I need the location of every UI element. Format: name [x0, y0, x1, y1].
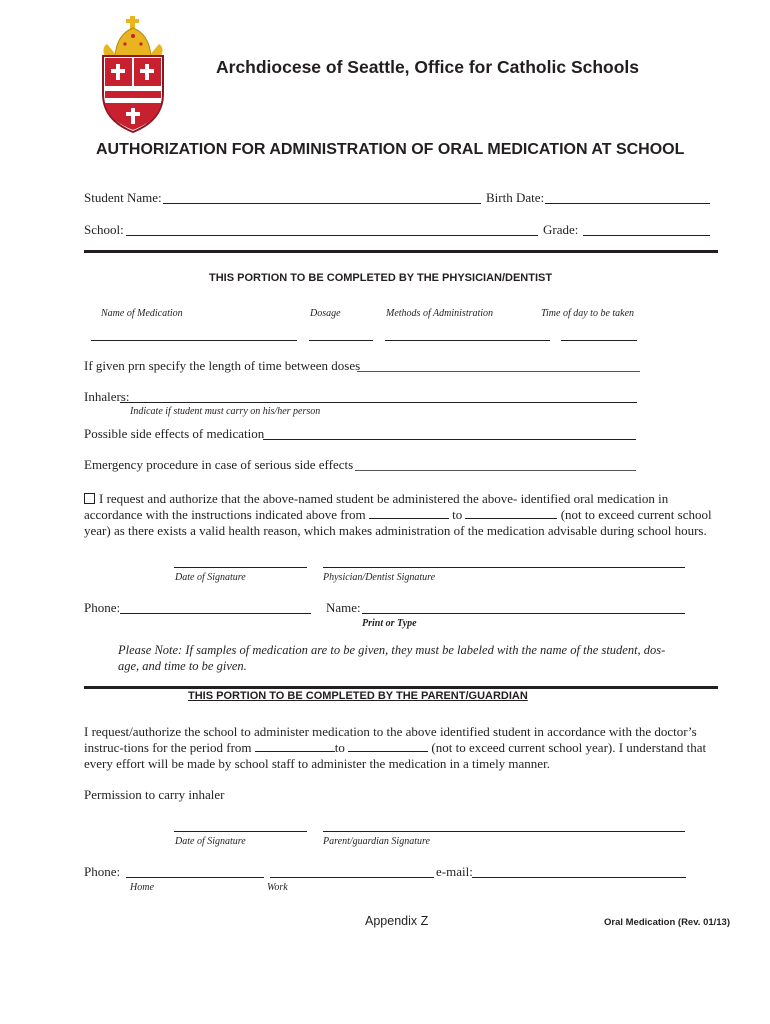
physician-name-label: Name:	[326, 600, 361, 615]
email-field[interactable]	[472, 877, 686, 878]
revision-label: Oral Medication (Rev. 01/13)	[604, 917, 731, 928]
work-phone-field[interactable]	[270, 877, 434, 878]
emergency-procedure-label: Emergency procedure in case of serious side effects	[84, 457, 354, 472]
school-label: School:	[84, 222, 124, 237]
physician-authorization-paragraph: I request and authorize that the above-named student be administered the above- identified oral medication in accordance with the instructions indicated above from to (not to exceed current school year) as there exists a valid health reason, which makes administration of the medication advisable during school hours.	[84, 491, 712, 538]
school-field[interactable]	[126, 235, 538, 236]
archdiocese-logo	[93, 16, 173, 134]
physician-name-field[interactable]	[362, 613, 685, 614]
coat-of-arms-icon	[93, 16, 173, 134]
section-divider-parent	[84, 686, 718, 689]
side-effects-label: Possible side effects of medication	[84, 426, 265, 441]
parent-date-caption: Date of Signature	[175, 836, 246, 847]
inhalers-field[interactable]	[120, 402, 637, 403]
prn-label: If given prn specify the length of time between doses	[84, 358, 361, 373]
physician-phone-field[interactable]	[120, 613, 311, 614]
grade-field[interactable]	[583, 235, 710, 236]
parent-phone-label: Phone:	[84, 864, 121, 879]
physician-signature-field[interactable]	[323, 567, 685, 568]
physician-date-signature-field[interactable]	[174, 567, 307, 568]
auth-to-date-field[interactable]	[465, 507, 557, 519]
parent-to-date-field[interactable]	[348, 740, 428, 752]
prn-field[interactable]	[357, 371, 640, 372]
inhalers-label: Inhalers:	[84, 389, 130, 404]
column-methods-of-administration: Methods of Administration	[386, 308, 494, 319]
dosage-field[interactable]	[309, 340, 373, 341]
physician-date-caption: Date of Signature	[175, 572, 246, 583]
column-time-of-day: Time of day to be taken	[541, 308, 635, 319]
email-label: e-mail:	[436, 864, 473, 879]
time-of-day-field[interactable]	[561, 340, 637, 341]
administration-method-field[interactable]	[385, 340, 550, 341]
physician-phone-label: Phone:	[84, 600, 121, 615]
column-name-of-medication: Name of Medication	[101, 308, 183, 319]
inhalers-note: Indicate if student must carry on his/her person	[130, 406, 321, 417]
section-divider	[84, 250, 718, 253]
work-caption: Work	[267, 882, 288, 893]
parent-section-title: THIS PORTION TO BE COMPLETED BY THE PARENT/GUARDIAN	[188, 690, 528, 702]
samples-note: Please Note: If samples of medication are to be given, they must be labeled with the name of the student, dos-age, and time to be given.	[118, 643, 666, 673]
student-name-label: Student Name:	[84, 190, 162, 205]
auth-from-date-field[interactable]	[369, 507, 449, 519]
home-caption: Home	[130, 882, 154, 893]
parent-signature-field[interactable]	[323, 831, 685, 832]
home-phone-field[interactable]	[126, 877, 264, 878]
birth-date-label: Birth Date:	[486, 190, 545, 205]
print-or-type-caption: Print or Type	[362, 618, 417, 629]
birth-date-field[interactable]	[545, 203, 710, 204]
emergency-procedure-field[interactable]	[355, 470, 636, 471]
authorization-checkbox[interactable]	[84, 493, 95, 504]
parent-date-signature-field[interactable]	[174, 831, 307, 832]
physician-section-title: THIS PORTION TO BE COMPLETED BY THE PHYSICIAN/DENTIST	[209, 272, 553, 284]
parent-authorization-paragraph: I request/authorize the school to administer medication to the above identified student in accordance with the doctor’s instruc-tions for the period from to (not to exceed current school year). I understand that every effort will be made by school staff to administer the medication in a timely manner.	[84, 724, 707, 771]
physician-signature-caption: Physician/Dentist Signature	[323, 572, 436, 583]
grade-label: Grade:	[543, 222, 579, 237]
appendix-label: Appendix Z	[365, 914, 429, 928]
parent-from-date-field[interactable]	[255, 740, 335, 752]
form-title: AUTHORIZATION FOR ADMINISTRATION OF ORAL MEDICATION AT SCHOOL	[96, 141, 685, 158]
organization-title: Archdiocese of Seattle, Office for Catholic Schools	[216, 57, 640, 77]
parent-signature-caption: Parent/guardian Signature	[323, 836, 430, 847]
permission-inhaler-label: Permission to carry inhaler	[84, 787, 225, 802]
column-dosage: Dosage	[310, 308, 341, 319]
side-effects-field[interactable]	[263, 439, 636, 440]
medication-name-field[interactable]	[91, 340, 297, 341]
student-name-field[interactable]	[163, 203, 481, 204]
